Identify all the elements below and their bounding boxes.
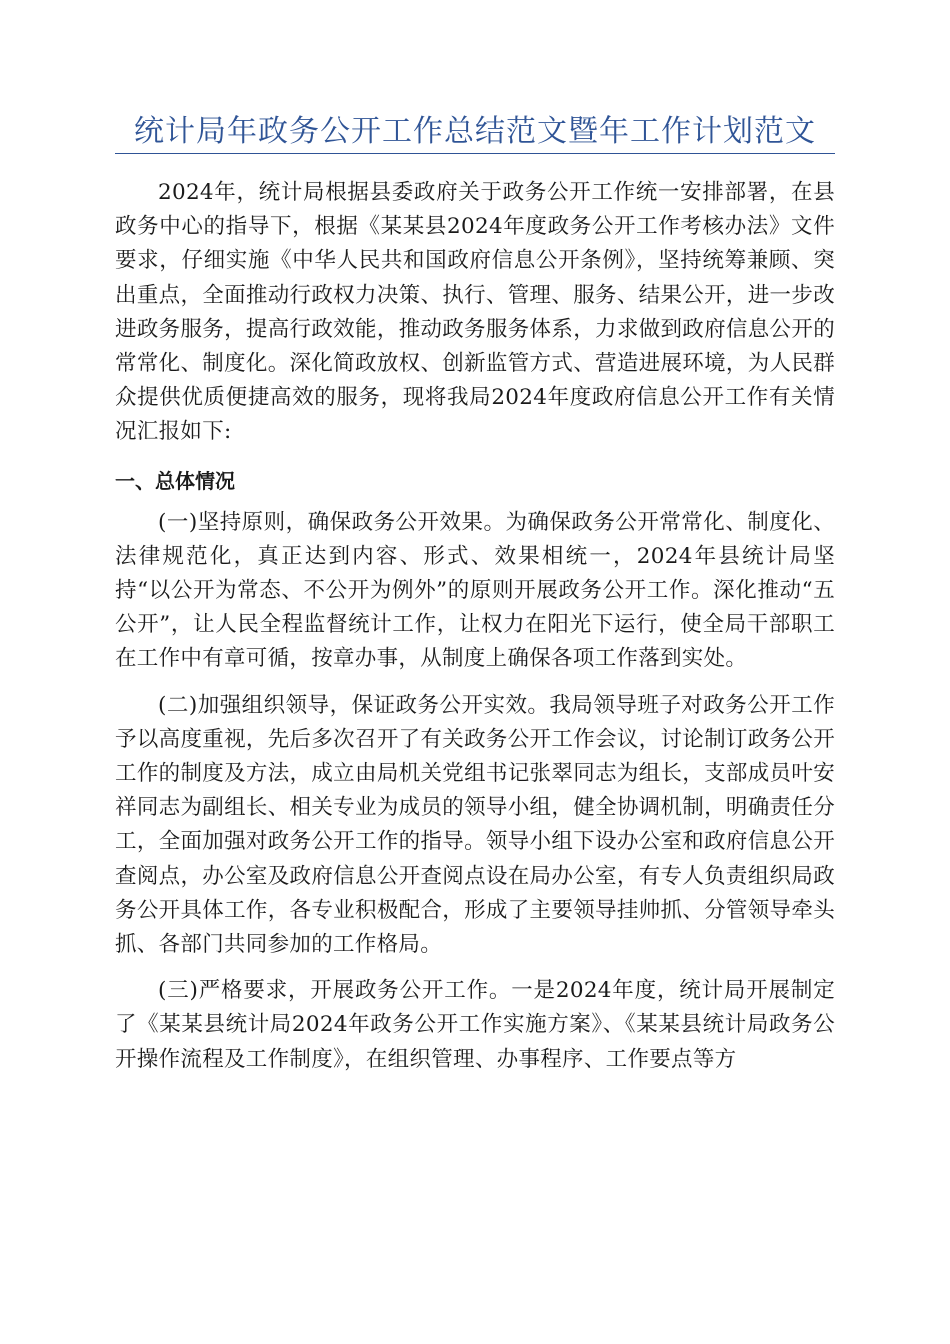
paragraph-requirements: (三)严格要求，开展政务公开工作。一是2024年度，统计局开展制定了《某某县统计局2024年政务公开工作实施方案》、《某某县统计局政务公开操作流程及工作制度》，在组织管理、办事程序、工作要点等方	[115, 978, 835, 1072]
intro-paragraph: 2024年，统计局根据县委政府关于政务公开工作统一安排部署，在县政务中心的指导下，根据《某某县2024年度政务公开工作考核办法》文件要求，仔细实施《中华人民共和国政府信息公开条例》，坚持统筹兼顾、突出重点，全面推动行政权力决策、执行、管理、服务、结果公开，进一步改进政务服务，提高行政效能，推动政务服务体系，力求做到政府信息公开的常常化、制度化。深化简政放权、创新监管方式、营造进展环境，为人民群众提供优质便捷高效的服务，现将我局2024年度政府信息公开工作有关情况汇报如下:	[115, 180, 835, 445]
paragraph-gap	[115, 962, 835, 974]
paragraph-gap	[115, 677, 835, 689]
title-underline	[115, 153, 835, 154]
paragraph-principles: (一)坚持原则，确保政务公开效果。为确保政务公开常常化、制度化、法律规范化，真正达到内容、形式、效果相统一，2024年县统计局坚持“以公开为常态、不公开为例外”的原则开展政务公开工作。深化推动“五公开”，让人民全程监督统计工作，让权力在阳光下运行，使全局干部职工在工作中有章可循，按章办事，从制度上确保各项工作落到实处。	[115, 509, 835, 672]
section-heading-overview: 一、总体情况	[115, 468, 235, 493]
document-title: 统计局年政务公开工作总结范文暨年工作计划范文	[134, 114, 816, 149]
document-body	[115, 176, 835, 1077]
paragraph-leadership: (二)加强组织领导，保证政务公开实效。我局领导班子对政务公开工作予以高度重视，先后多次召开了有关政务公开工作会议，讨论制订政务公开工作的制度及方法，成立由局机关党组书记张翠同志为组长，支部成员叶安祥同志为副组长、相关专业为成员的领导小组，健全协调机制，明确责任分工，全面加强对政务公开工作的指导。领导小组下设办公室和政府信息公开查阅点，办公室及政府信息公开查阅点设在局办公室，有专人负责组织局政务公开具体工作，各专业积极配合，形成了主要领导挂帅抓、分管领导牵头抓、各部门共同参加的工作格局。	[115, 692, 835, 958]
